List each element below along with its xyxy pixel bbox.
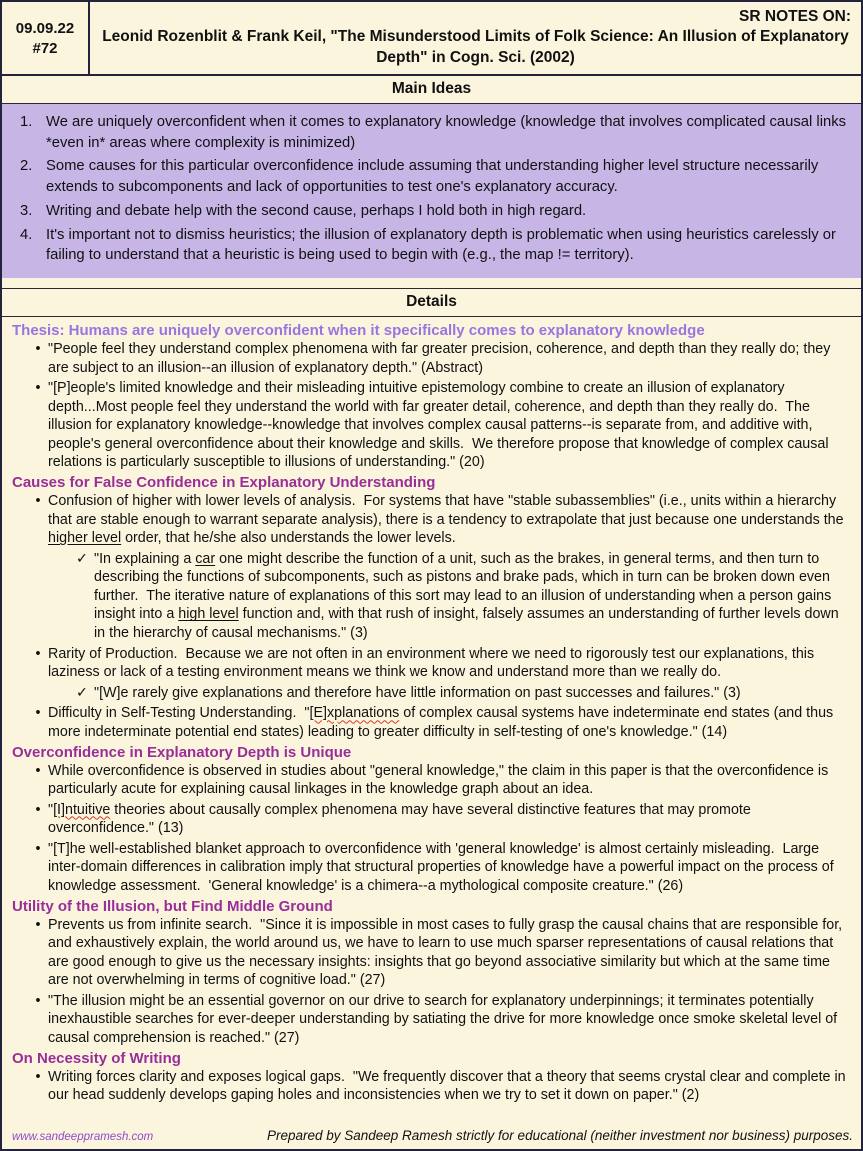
check-item [12,684,851,703]
main-ideas-heading: Main Ideas [391,80,472,98]
item-text: Some causes for this particular overconfidence include assuming that understanding higher level structure necessarily extends to subcomponents and lack of opportunities to test one's explanatory accuracy. [46,158,823,196]
bullet-text: "The illusion might be an essential governor on our drive to search for explanatory underpinnings; it terminates potentially inexhaustible searches for ever-deeper understanding by satiating the drive for more knowledge once smoke skeletal level of causal comprehension is reached." (27) [48,992,842,1047]
bullet-text: "People feel they understand complex phenomena with far greater precision, coherence, and depth than they really do; they are subject to an illusion--an illusion of explanatory depth." (Abstract) [48,340,835,376]
bullet-text: Writing forces clarity and exposes logical gaps. "We frequently discover that a theory that seems crystal clear and complete in our head suddenly develops gaping holes and inconsistencies when we try to set it down on paper." (2) [48,1068,850,1104]
check-item [12,550,851,643]
item-number: 3. [20,202,33,219]
section-heading: Thesis: Humans are uniquely overconfident when it specifically comes to explanatory knowledge [12,321,705,339]
bullet-text: Confusion of higher with lower levels of analysis. For systems that have "stable subassemblies" (i.e., units within a hierarchy that are stable enough to warrant separate analysis), there is a tendency to extrapolate that just because one understands the higher level order, that he/she also understands the lower levels. [48,493,848,547]
bullet-item [12,645,851,682]
bullet-icon: • [35,762,41,779]
bullet-item [12,379,851,472]
bullet-text: "[I]ntuitive theories about causally complex phenomena may have several distinctive features that may promote overconfidence." (13) [48,801,755,837]
bullet-text: "[T]he well-established blanket approach to overconfidence with 'general knowledge' is almost certainly misleading. Large inter-domain differences in calibration imply that structural properties of knowledge have a powerful impact on the process of knowledge assessment. 'General knowledge' is a chimera--a mythological composite creature." (26) [48,840,838,894]
bullet-item [12,992,851,1048]
footer [12,1128,853,1143]
bullet-item [12,801,851,838]
main-idea-item [16,112,851,153]
item-number: 2. [20,158,33,175]
item-number: 1. [20,114,33,131]
bullet-icon: • [35,840,41,857]
check-icon: ✓ [76,550,88,567]
bullet-item [12,916,851,990]
item-number: 4. [20,226,33,243]
details-band [2,288,861,317]
bullet-icon: • [35,645,41,662]
bullet-item [12,492,851,548]
bullet-icon: • [35,380,41,397]
bullet-text: "In explaining a car one might describe the function of a unit, such as the brakes, in general terms, and then turn to describing the functions of subcomponents, such as pistons and brake pads, which in turn can be broken down even further. The iterative nature of explanations of this sort may lead to an illusion of understanding when a person gains insight into a high level function and, with that rush of insight, falsely assumes an understanding of further levels down in the hierarchy of causal mechanisms." (3) [94,550,843,642]
bullet-icon: • [35,801,41,818]
bullet-icon: • [35,493,41,510]
section-heading: On Necessity of Writing [12,1049,181,1067]
bullet-item [12,762,851,799]
main-ideas-box [2,104,861,278]
details-heading: Details [406,292,457,310]
header [2,2,861,76]
bullet-icon: • [35,916,41,933]
main-idea-item [16,156,847,197]
date-text: 09.09.22 [15,19,75,37]
check-icon: ✓ [76,684,88,701]
note-number: #72 [32,39,58,57]
section-heading: Overconfidence in Explanatory Depth is Unique [12,743,352,761]
details-content [2,317,861,1105]
bullet-text: While overconfidence is observed in studies about "general knowledge," the claim in this paper is that the overconfidence is particularly acute for explaining causal linkages in the knowledge graph about an idea. [48,762,833,798]
bullet-item [12,840,851,896]
bullet-icon: • [35,340,41,357]
bullet-item [12,1068,851,1105]
bullet-text: "[P]eople's limited knowledge and their misleading intuitive epistemology combine to create an illusion of explanatory depth...Most people feel they understand the world with far greater detail, coherence, and depth than they really do. The illusion for explanatory knowledge--knowledge that involves complex causal patterns--is separate from, and additive with, people's general overconfidence about their knowledge and skills. We therefore propose that knowledge of complex causal relations is particularly susceptible to illusions of understanding." (20) [48,380,833,471]
bullet-text: "[W]e rarely give explanations and therefore have little information on past successes and failures." (3) [94,684,741,701]
notes-label: SR NOTES ON: [739,8,851,25]
item-text: It's important not to dismiss heuristics; the illusion of explanatory depth is problematic when using heuristics carelessly or failing to understand that a heuristic is being used to begin with (e.g., the map != territory). [46,226,841,264]
section-heading: Causes for False Confidence in Explanatory Understanding [12,474,436,492]
bullet-text: Prevents us from infinite search. "Since it is impossible in most cases to fully grasp the causal chains that are responsible for, and exhaustively explain, the world around us, we have to learn to use much sparser representations of causal relations that are good enough to give us the necessary insights: insights that go beyond associative similarity but which at the same time are not overwhelming in terms of cognitive load." (27) [48,916,847,989]
bullet-item [12,704,851,741]
bullet-text: Difficulty in Self-Testing Understanding. "[E]xplanations of complex causal systems have indeterminate end states (and thus more indeterminate potential end states) leading to greater difficulty in self-testing of one's knowledge." (14) [48,705,838,740]
main-idea-item [16,225,847,266]
main-ideas-band [2,76,861,104]
bullet-icon: • [35,1068,41,1085]
site-link[interactable]: www.sandeeppramesh.com [12,1131,154,1143]
main-idea-item [16,201,847,222]
item-text: Writing and debate help with the second cause, perhaps I hold both in high regard. [46,202,587,219]
section-heading: Utility of the Illusion, but Find Middle Ground [12,897,333,915]
date-box [2,2,90,74]
bullet-item [12,340,851,377]
title-box [90,2,861,74]
disclaimer-text: Prepared by Sandeep Ramesh strictly for educational (neither investment nor business) purposes. [266,1128,853,1143]
bullet-icon: • [35,705,41,722]
bullet-icon: • [35,992,41,1009]
page-title: Leonid Rozenblit & Frank Keil, "The Misunderstood Limits of Folk Science: An Illusion of Explanatory Depth" in Cogn. Sci. (2002) [102,28,849,66]
main-ideas-list [16,112,851,266]
item-text: We are uniquely overconfident when it comes to explanatory knowledge (knowledge that involves complicated causal links *even in* areas where complexity is minimized) [46,114,851,151]
bullet-text: Rarity of Production. Because we are not often in an environment where we need to rigorously test our explanations, this laziness or lack of a testing environment means we think we know and understand more than we really do. [48,645,819,681]
